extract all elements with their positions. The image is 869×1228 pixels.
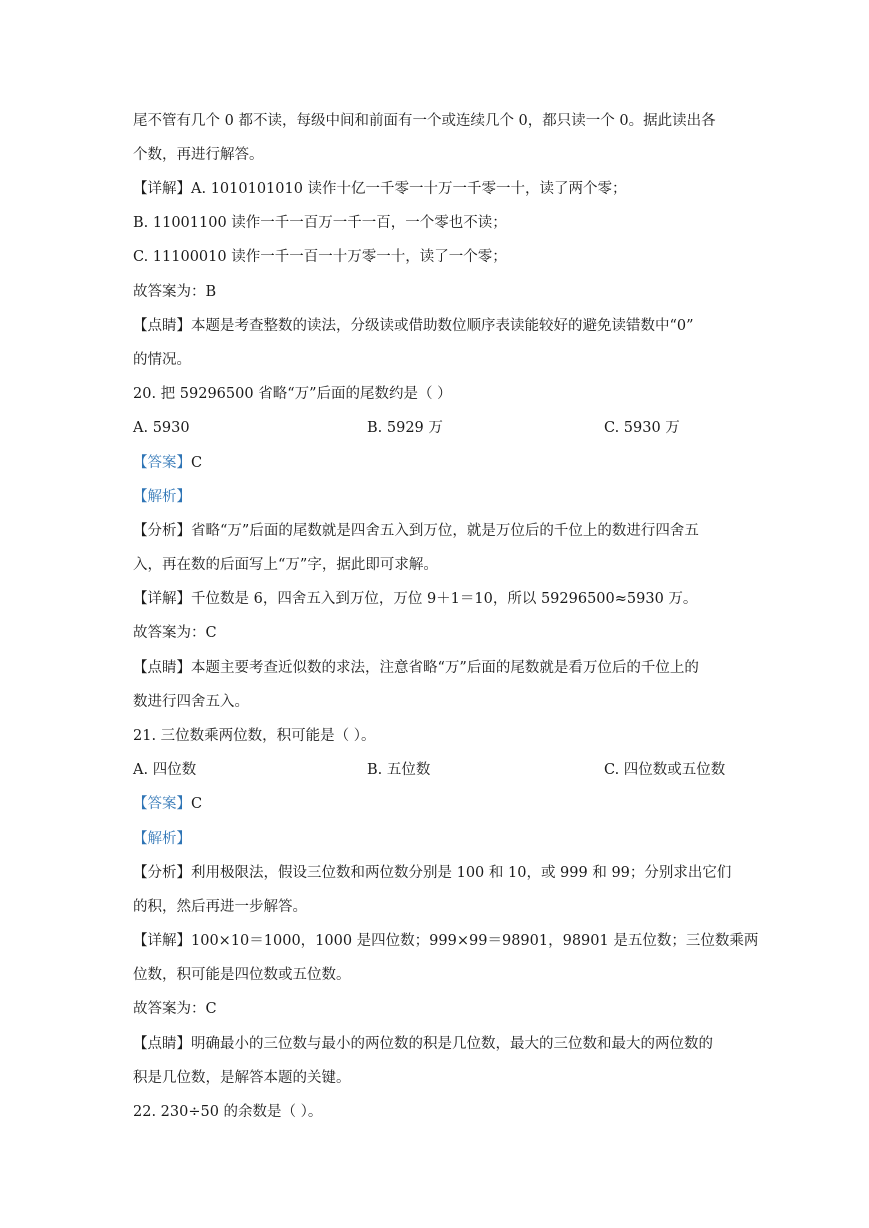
analysis-line: 【分析】省略“万”后面的尾数就是四舍五入到万位，就是万位后的千位上的数进行四舍五 — [133, 523, 699, 539]
option-b: B. 5929 万 — [367, 420, 443, 436]
answer-value: C — [191, 455, 203, 471]
text-line: 的情况。 — [133, 352, 191, 368]
option-b: B. 五位数 — [367, 762, 431, 778]
analysis-tag: 【解析】 — [133, 831, 191, 847]
detail-line: 【详解】A. 1010101010 读作十亿一千零一十万一千零一十，读了两个零； — [133, 181, 627, 197]
analysis-line: 【分析】利用极限法，假设三位数和两位数分别是 100 和 10，或 999 和 99；分别求出它们 — [133, 865, 732, 881]
text-line: 尾不管有几个 0 都不读，每级中间和前面有一个或连续几个 0，都只读一个 0。据此读出各 — [133, 113, 716, 129]
option-a: A. 5930 — [133, 420, 190, 436]
answer-line — [133, 453, 743, 473]
answer-value: C — [191, 796, 203, 812]
comment-line: 【点睛】本题主要考查近似数的求法，注意省略“万”后面的尾数就是看万位后的千位上的 — [133, 660, 699, 676]
option-a: A. 四位数 — [133, 762, 197, 778]
question-21-options — [133, 760, 743, 780]
text-line: C. 11100010 读作一千一百一十万零一十，读了一个零； — [133, 249, 507, 265]
answer-tag: 【答案】 — [133, 455, 191, 471]
analysis-line: 的积，然后再进一步解答。 — [133, 899, 307, 915]
answer-line — [133, 794, 743, 814]
question-22-stem: 22. 230÷50 的余数是（ ）。 — [133, 1104, 323, 1120]
option-c: C. 四位数或五位数 — [604, 762, 726, 778]
answer-conclusion: 故答案为：C — [133, 625, 217, 641]
analysis-tag: 【解析】 — [133, 489, 191, 505]
answer-tag: 【答案】 — [133, 796, 191, 812]
question-20-stem: 20. 把 59296500 省略“万”后面的尾数约是（ ） — [133, 386, 452, 402]
answer-conclusion: 故答案为：C — [133, 1001, 217, 1017]
comment-line: 【点睛】本题是考查整数的读法，分级读或借助数位顺序表读能较好的避免读错数中“0” — [133, 318, 694, 334]
comment-line: 积是几位数，是解答本题的关键。 — [133, 1070, 351, 1086]
question-21-stem: 21. 三位数乘两位数，积可能是（ ）。 — [133, 728, 376, 744]
option-c: C. 5930 万 — [604, 420, 680, 436]
detail-line: 位数，积可能是四位数或五位数。 — [133, 967, 351, 983]
detail-line: 【详解】千位数是 6，四舍五入到万位，万位 9＋1＝10，所以 59296500≈5930 万。 — [133, 591, 698, 607]
analysis-line: 入，再在数的后面写上“万”字，据此即可求解。 — [133, 557, 438, 573]
text-line: B. 11001100 读作一千一百万一千一百，一个零也不读； — [133, 215, 507, 231]
comment-line: 【点睛】明确最小的三位数与最小的两位数的积是几位数，最大的三位数和最大的两位数的 — [133, 1036, 713, 1052]
text-line: 个数，再进行解答。 — [133, 147, 264, 163]
comment-line: 数进行四舍五入。 — [133, 694, 249, 710]
answer-conclusion: 故答案为：B — [133, 284, 217, 300]
detail-line: 【详解】100×10＝1000，1000 是四位数；999×99＝98901，98901 是五位数；三位数乘两 — [133, 933, 759, 949]
question-20-options — [133, 418, 743, 438]
